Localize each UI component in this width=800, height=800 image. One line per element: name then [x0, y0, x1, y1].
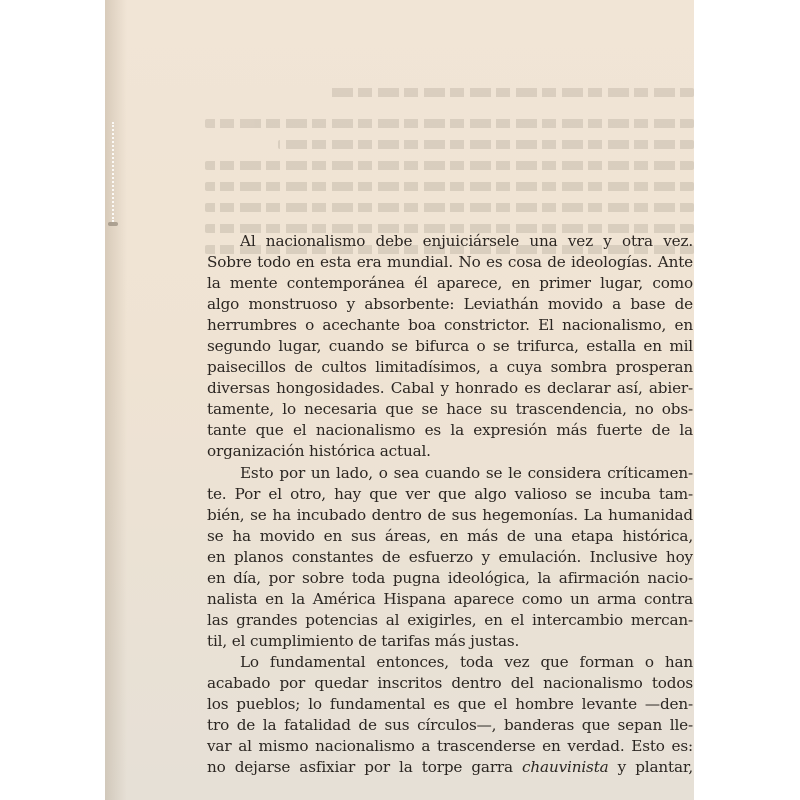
text-line: la mente contemporánea él aparece, en primer lugar, como — [207, 274, 693, 293]
text-line: en planos constantes de esfuerzo y emulación. Inclusive hoy — [207, 547, 693, 566]
text-line: los pueblos; lo fundamental es que el hombre levante —den- — [207, 695, 693, 714]
binding-knot — [108, 222, 118, 226]
paragraph-1 — [207, 231, 693, 463]
text-line: Esto por un lado, o sea cuando se le considera críticamen- — [240, 463, 693, 482]
text-line: herrumbres o acechante boa constrictor. El nacionalismo, en — [207, 316, 693, 335]
text-line: se ha movido en sus áreas, en más de una etapa histórica, — [207, 526, 693, 545]
show-through-line — [278, 140, 694, 149]
show-through-line — [205, 161, 694, 170]
paragraph-2 — [207, 463, 693, 652]
show-through-line — [205, 182, 694, 191]
paragraph-3 — [207, 652, 693, 778]
text-line: segundo lugar, cuando se bifurca o se trifurca, estalla en mil — [207, 337, 693, 356]
text-run: no dejarse asfixiar por la torpe garra — [207, 758, 523, 777]
text-line: Sobre todo en esta era mundial. No es cosa de ideologías. Ante — [207, 253, 693, 272]
text-line: bién, se ha incubado dentro de sus hegemonías. La humanidad — [207, 505, 693, 524]
text-line: paisecillos de cultos limitadísimos, a cuya sombra prosperan — [207, 358, 693, 377]
text-run: y plantar, — [608, 758, 693, 777]
text-line: te. Por el otro, hay que ver que algo valioso se incuba tam- — [207, 484, 693, 503]
show-through-header — [327, 88, 694, 97]
text-line: acabado por quedar inscritos dentro del nacionalismo todos — [207, 673, 693, 692]
text-line: tante que el nacionalismo es la expresión más fuerte de la — [207, 421, 693, 440]
text-line: organización histórica actual. — [207, 442, 431, 461]
text-line: Al nacionalismo debe enjuiciársele una vez y otra vez. — [240, 232, 693, 250]
text-line: var al mismo nacionalismo a trascenderse en verdad. Esto es: — [207, 737, 693, 756]
text-line: tro de la fatalidad de sus círculos—, banderas que sepan lle- — [207, 716, 693, 735]
text-line: en día, por sobre toda pugna ideológica, la afirmación nacio- — [207, 568, 693, 587]
book-page — [105, 0, 694, 800]
text-line: til, el cumplimiento de tarifas más justas. — [207, 631, 520, 650]
italic-term: chauvinista — [522, 758, 609, 777]
text-line: diversas hongosidades. Cabal y honrado es declarar así, abier- — [207, 379, 693, 398]
text-line: Lo fundamental entonces, toda vez que forman o han — [240, 652, 693, 671]
show-through-line — [205, 203, 694, 212]
body-text — [207, 231, 693, 778]
show-through-line — [205, 119, 694, 128]
text-line: las grandes potencias al exigirles, en el intercambio mercan- — [207, 610, 693, 629]
text-line: algo monstruoso y absorbente: Leviathán movido a base de — [207, 295, 693, 314]
text-line: nalista en la América Hispana aparece como un arma contra — [207, 589, 693, 608]
text-line — [207, 757, 693, 778]
text-line: tamente, lo necesaria que se hace su trascendencia, no obs- — [207, 400, 693, 419]
binding-stitch — [112, 122, 116, 222]
